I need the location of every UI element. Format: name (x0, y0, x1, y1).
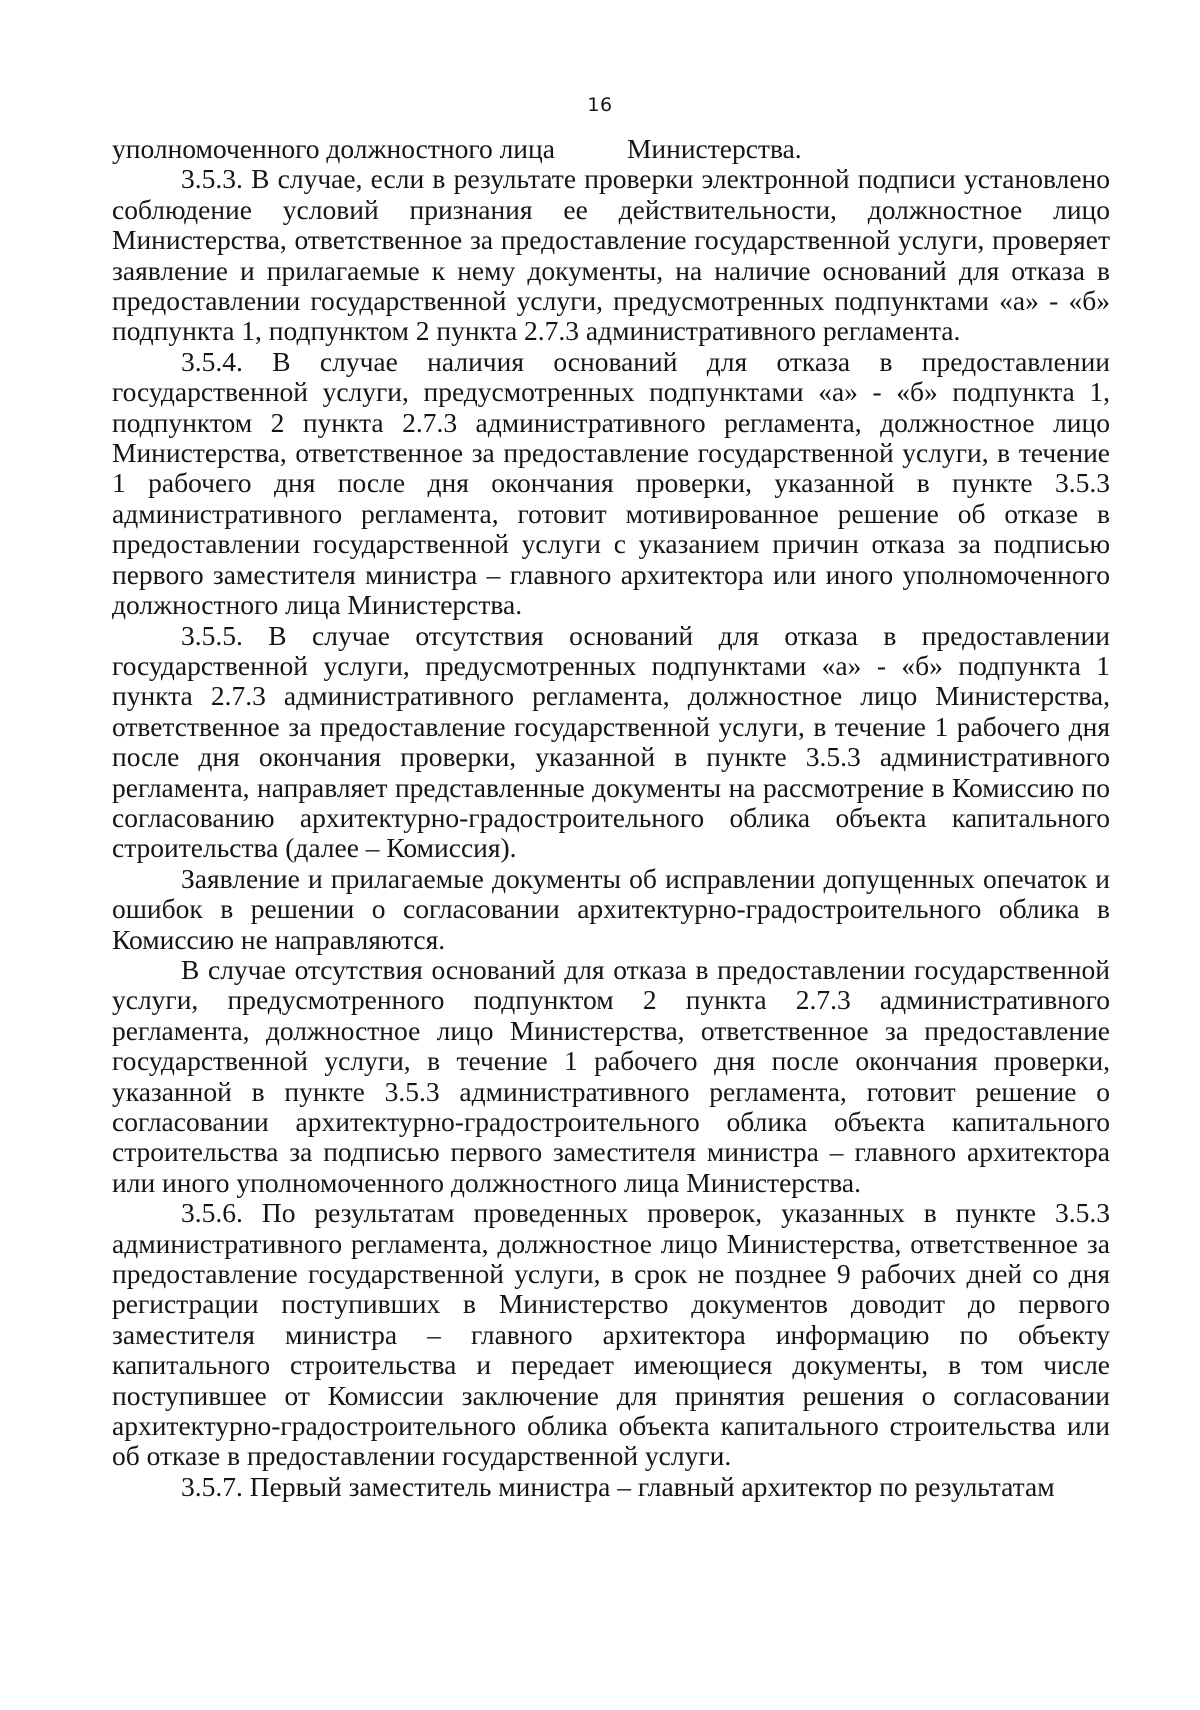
line-gap (555, 134, 627, 164)
paragraph-3-5-3: 3.5.3. В случае, если в результате проверки электронной подписи установлено соблюдение условий признания ее действительности, должностное лицо Министерства, ответственное за предоставление государственной услуги, проверяет заявление и прилагаемые к нему документы, на наличие оснований для отказа в предоставлении государственной услуги, предусмотренных подпунктами «а» - «б» подпункта 1, подпунктом 2 пункта 2.7.3 административного регламента. (112, 163, 1110, 347)
paragraph-no-grounds-decision: В случае отсутствия оснований для отказа в предоставлении государственной услуги, предусмотренного подпунктом 2 пункта 2.7.3 административного регламента, должностное лицо Министерства, ответственное за предоставление государственной услуги, в течение 1 рабочего дня после окончания проверки, указанной в пункте 3.5.3 административного регламента, готовит решение о согласовании архитектурно-градостроительного облика объекта капитального строительства за подписью первого заместителя министра – главного архитектора или иного уполномоченного должностного лица Министерства. (112, 953, 1110, 1198)
paragraph-statement-not-sent: Заявление и прилагаемые документы об исправлении допущенных опечаток и ошибок в решении о согласовании архитектурно-градостроительного облика в Комиссию не направляются. (112, 862, 1110, 955)
paragraph-3-5-4: 3.5.4. В случае наличия оснований для отказа в предоставлении государственной услуги, предусмотренных подпунктами «а» - «б» подпункта 1, подпунктом 2 пункта 2.7.3 административного регламента, должностное лицо Министерства, ответственное за предоставление государственной услуги, в течение 1 рабочего дня после дня окончания проверки, указанной в пункте 3.5.3 административного регламента, готовит мотивированное решение об отказе в предоставлении государственной услуги с указанием причин отказа за подписью первого заместителя министра – главного архитектора или иного уполномоченного должностного лица Министерства. (112, 345, 1110, 621)
paragraph-3-5-7: 3.5.7. Первый заместитель министра – главный архитектор по результатам (181, 1470, 1055, 1502)
page-number: 16 (587, 94, 613, 116)
continued-line-right: Министерства. (626, 133, 802, 164)
continued-line-left: уполномоченного должностного лица (112, 133, 555, 164)
document-body (112, 134, 1110, 1502)
paragraph-3-5-6: 3.5.6. По результатам проведенных проверок, указанных в пункте 3.5.3 административного регламента, должностное лицо Министерства, ответственное за предоставление государственной услуги, в срок не позднее 9 рабочих дней со дня регистрации поступивших в Министерство документов доводит до первого заместителя министра – главного архитектора информацию по объекту капитального строительства и передает имеющиеся документы, в том числе поступившее от Комиссии заключение для принятия решения о согласовании архитектурно-градостроительного облика объекта капитального строительства или об отказе в предоставлении государственной услуги. (112, 1197, 1110, 1472)
paragraph-3-5-5: 3.5.5. В случае отсутствия оснований для отказа в предоставлении государственной услуги, предусмотренных подпунктами «а» - «б» подпункта 1 пункта 2.7.3 административного регламента, должностное лицо Министерства, ответственное за предоставление государственной услуги, в течение 1 рабочего дня после дня окончания проверки, указанной в пункте 3.5.3 административного регламента, направляет представленные документы на рассмотрение в Комиссию по согласованию архитектурно-градостроительного облика объекта капитального строительства (далее – Комиссия). (112, 619, 1110, 864)
continued-line (112, 134, 1110, 164)
